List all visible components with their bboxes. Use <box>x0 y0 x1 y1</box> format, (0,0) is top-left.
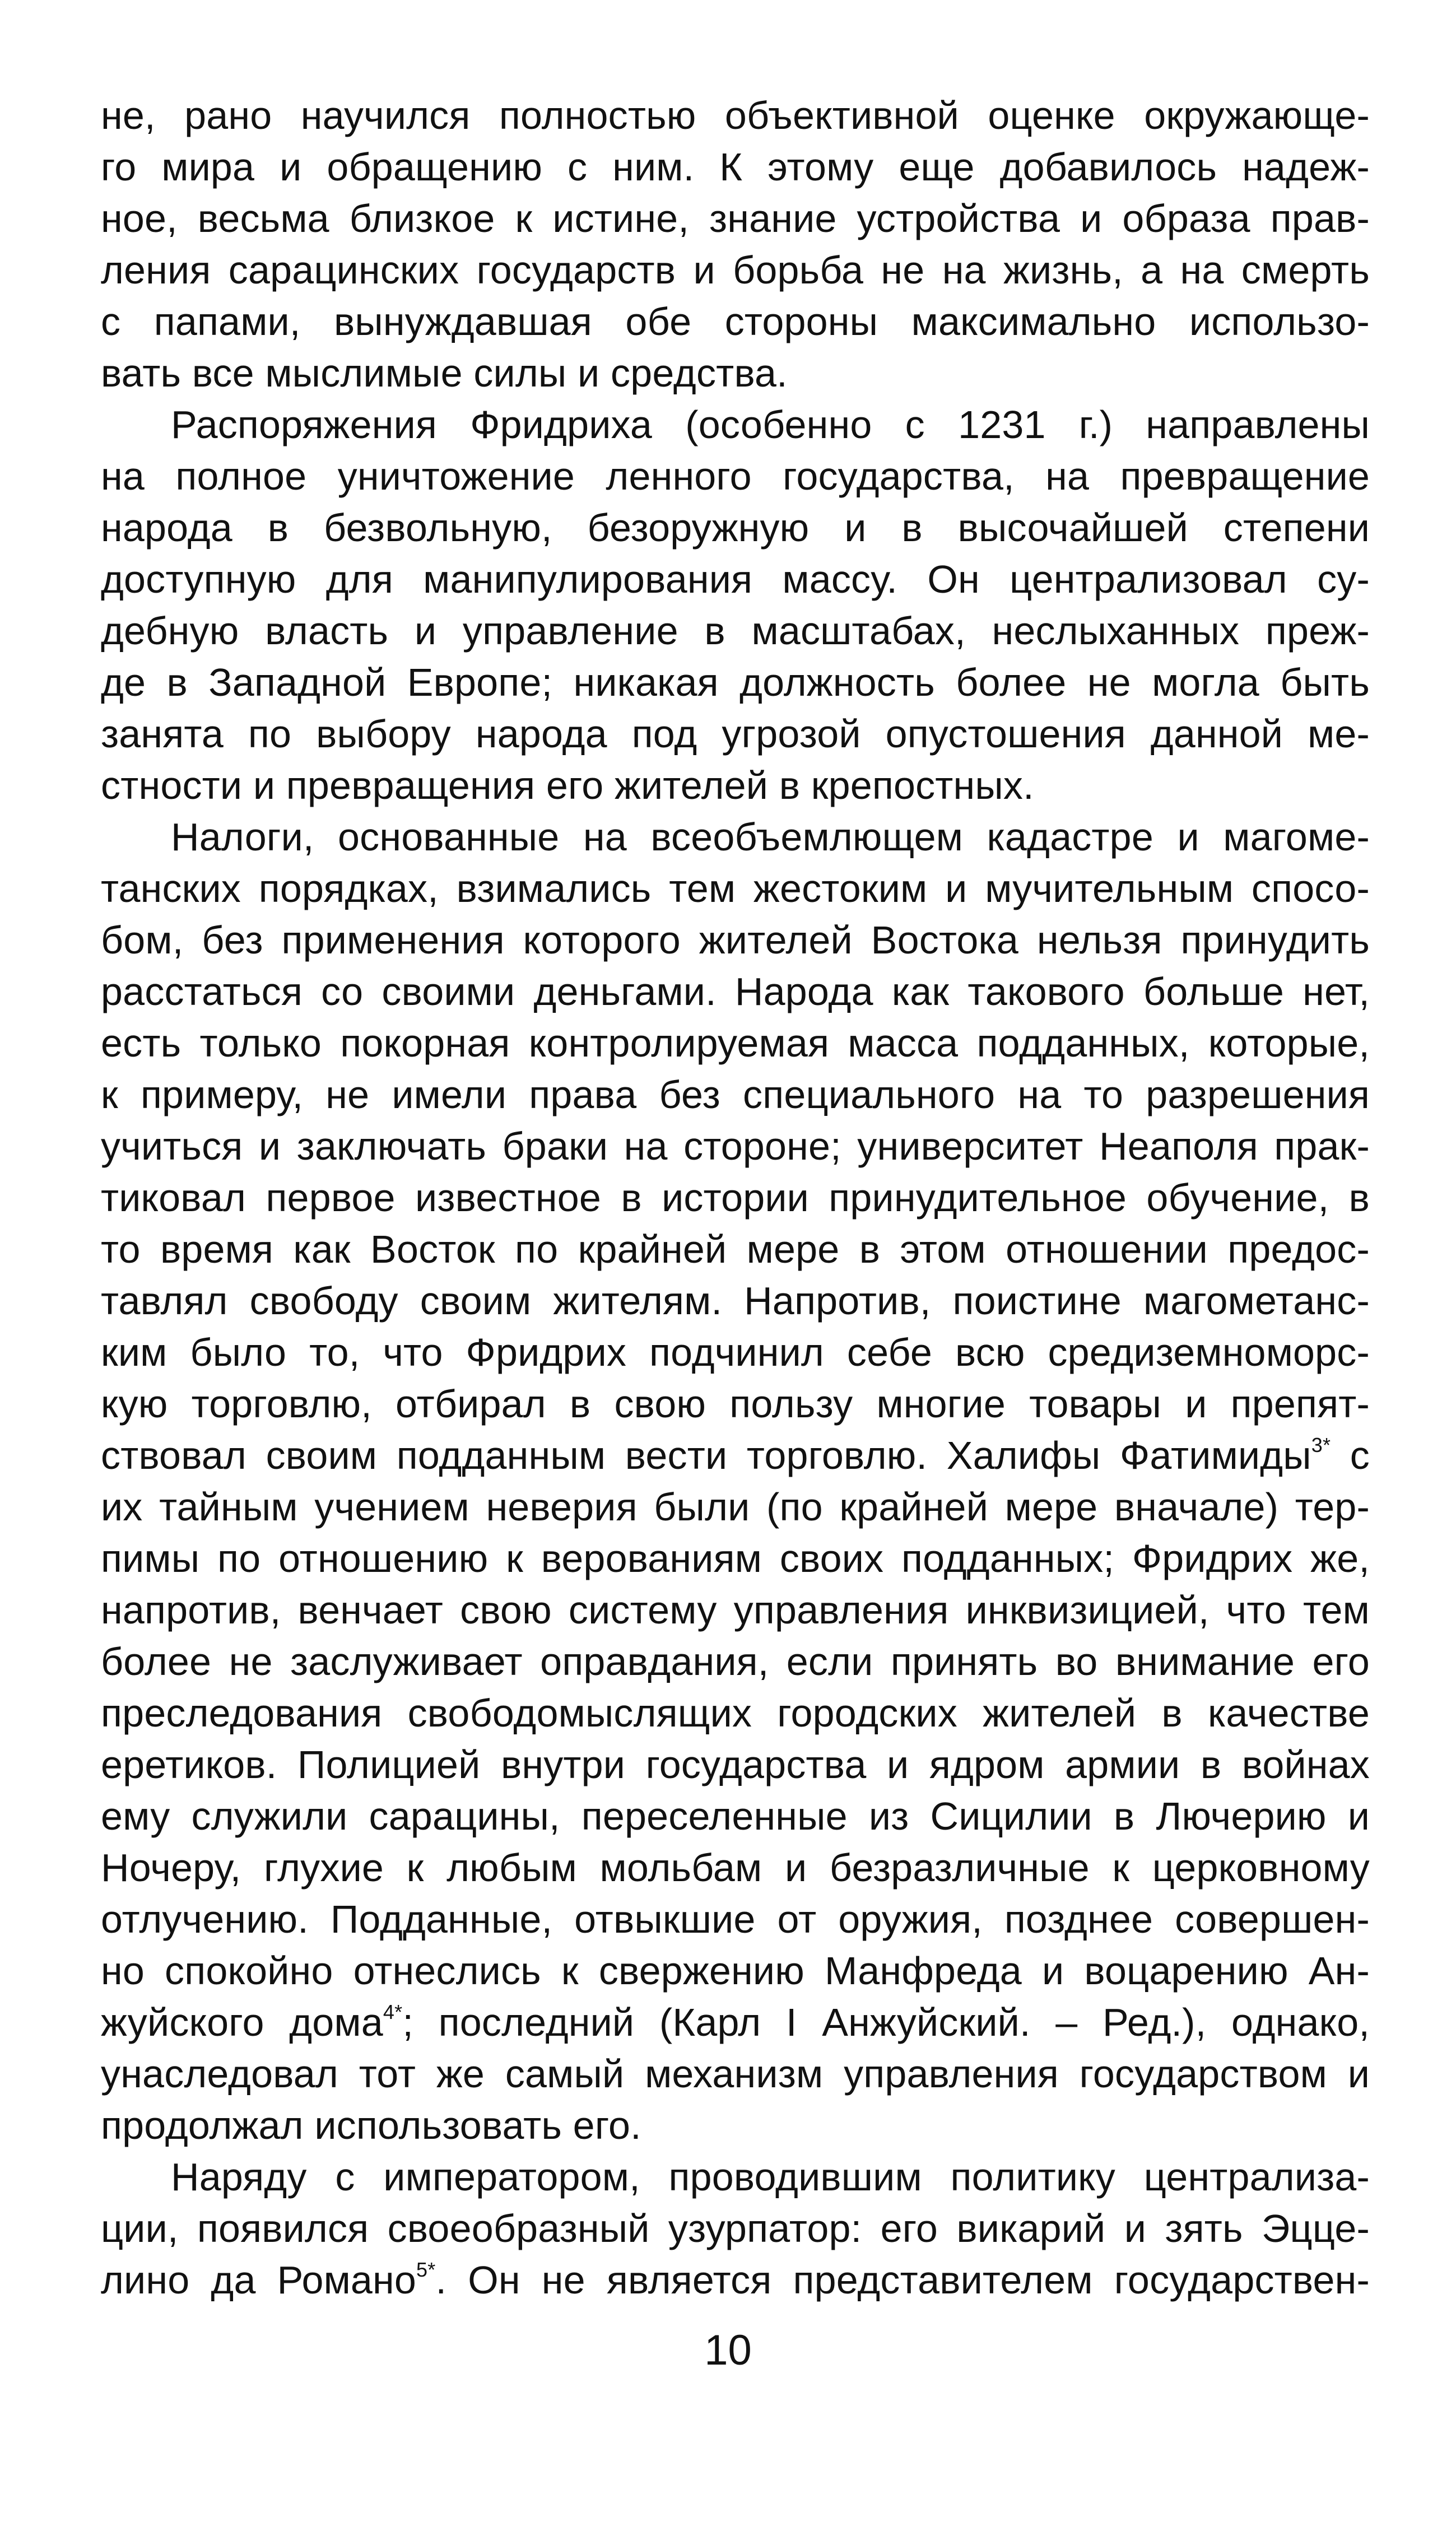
text-line: с папами, вынуждавшая обе стороны максимально использо- <box>101 300 1370 343</box>
text-line: тавлял свободу своим жителям. Напротив, поистине магометанс- <box>101 1279 1370 1323</box>
text-line: стности и превращения его жителей в крепостных. <box>101 764 1034 807</box>
text-line: народа в безвольную, безоружную и в высочайшей степени <box>101 506 1370 550</box>
text-line: бом, без применения которого жителей Востока нельзя принудить <box>101 918 1370 962</box>
text-line: еретиков. Полицией внутри государства и ядром армии в войнах <box>101 1743 1370 1786</box>
footnote-marker: 4* <box>383 2000 403 2023</box>
text-line: де в Западной Европе; никакая должность более не могла быть <box>101 660 1370 704</box>
text-segment: с <box>1331 1434 1370 1477</box>
text-line: ции, появился своеобразный узурпатор: его викарий и зять Эцце- <box>101 2207 1370 2250</box>
text-line: дебную власть и управление в масштабах, неслыханных преж- <box>101 609 1370 653</box>
text-line: преследования свободомыслящих городских жителей в качестве <box>101 1691 1370 1735</box>
text-line: к примеру, не имели права без специального на то разрешения <box>101 1073 1370 1116</box>
text-line: учиться и заключать браки на стороне; университет Неаполя прак- <box>101 1124 1370 1168</box>
text-line: отлучению. Подданные, отвыкшие от оружия, позднее совершен- <box>101 1897 1370 1941</box>
text-line <box>101 2254 1370 2306</box>
text-segment: Он не является представителем государствен- <box>468 2258 1370 2302</box>
text-line: тиковал первое известное в истории принудительное обучение, в <box>101 1176 1370 1220</box>
text-line: ное, весьма близкое к истине, знание устройства и образа прав- <box>101 197 1370 240</box>
text-line: есть только покорная контролируемая масса подданных, которые, <box>101 1021 1370 1065</box>
text-line: напротив, венчает свою систему управления инквизицией, что тем <box>101 1588 1370 1632</box>
page-number: 10 <box>704 2326 752 2374</box>
text-line: ему служили сарацины, переселенные из Сицилии в Лючерию и <box>101 1794 1370 1838</box>
text-segment: ; последний (Карл I Анжуйский. – Ред.), однако, <box>402 2000 1370 2044</box>
text-line: более не заслуживает оправдания, если принять во внимание его <box>101 1640 1370 1683</box>
text-segment: ствовал своим подданным вести торговлю. Халифы Фатимиды <box>101 1434 1311 1477</box>
text-line: Наряду с императором, проводившим политику централиза- <box>171 2155 1370 2199</box>
footnote-marker: 5* <box>416 2258 436 2281</box>
text-line: унаследовал тот же самый механизм управления государством и <box>101 2052 1370 2096</box>
text-line: ления сарацинских государств и борьба не на жизнь, а на смерть <box>101 248 1370 292</box>
text-line: Ночеру, глухие к любым мольбам и безразличные к церковному <box>101 1846 1370 1890</box>
text-line <box>101 1997 1370 2048</box>
text-line: продолжал использовать его. <box>101 2104 641 2147</box>
text-line: расстаться со своими деньгами. Народа как такового больше нет, <box>101 970 1370 1013</box>
text-line: вать все мыслимые силы и средства. <box>101 351 788 395</box>
footnote-marker: 3* <box>1311 1434 1331 1457</box>
text-line: то время как Восток по крайней мере в этом отношении предос- <box>101 1227 1370 1271</box>
text-line: ким было то, что Фридрих подчинил себе всю средиземноморс- <box>101 1330 1370 1374</box>
text-line <box>101 1430 1370 1481</box>
text-line: го мира и обращению с ним. К этому еще добавилось надеж- <box>101 145 1370 189</box>
text-segment: жуйского дома <box>101 2000 383 2044</box>
body-text <box>101 90 1370 2306</box>
text-line: пимы по отношению к верованиям своих подданных; Фридрих же, <box>101 1537 1370 1580</box>
text-segment: лино да Романо <box>101 2258 417 2302</box>
text-line: танских порядках, взимались тем жестоким и мучительным спосо- <box>101 867 1370 910</box>
text-line: Налоги, основанные на всеобъемлющем кадастре и магоме- <box>171 815 1370 859</box>
text-segment: . <box>435 2258 468 2302</box>
text-line: но спокойно отнеслись к свержению Манфреда и воцарению Ан- <box>101 1949 1370 1993</box>
text-line: не, рано научился полностью объективной оценке окружающе- <box>101 94 1370 137</box>
text-line: на полное уничтожение ленного государства, на превращение <box>101 454 1370 498</box>
text-line: кую торговлю, отбирал в свою пользу многие товары и препят- <box>101 1382 1370 1426</box>
text-line: занята по выбору народа под угрозой опустошения данной ме- <box>101 712 1370 756</box>
text-line: доступную для манипулирования массу. Он централизовал су- <box>101 557 1370 601</box>
text-line: их тайным учением неверия были (по крайней мере вначале) тер- <box>101 1485 1370 1529</box>
text-line: Распоряжения Фридриха (особенно с 1231 г.) направлены <box>171 403 1370 446</box>
